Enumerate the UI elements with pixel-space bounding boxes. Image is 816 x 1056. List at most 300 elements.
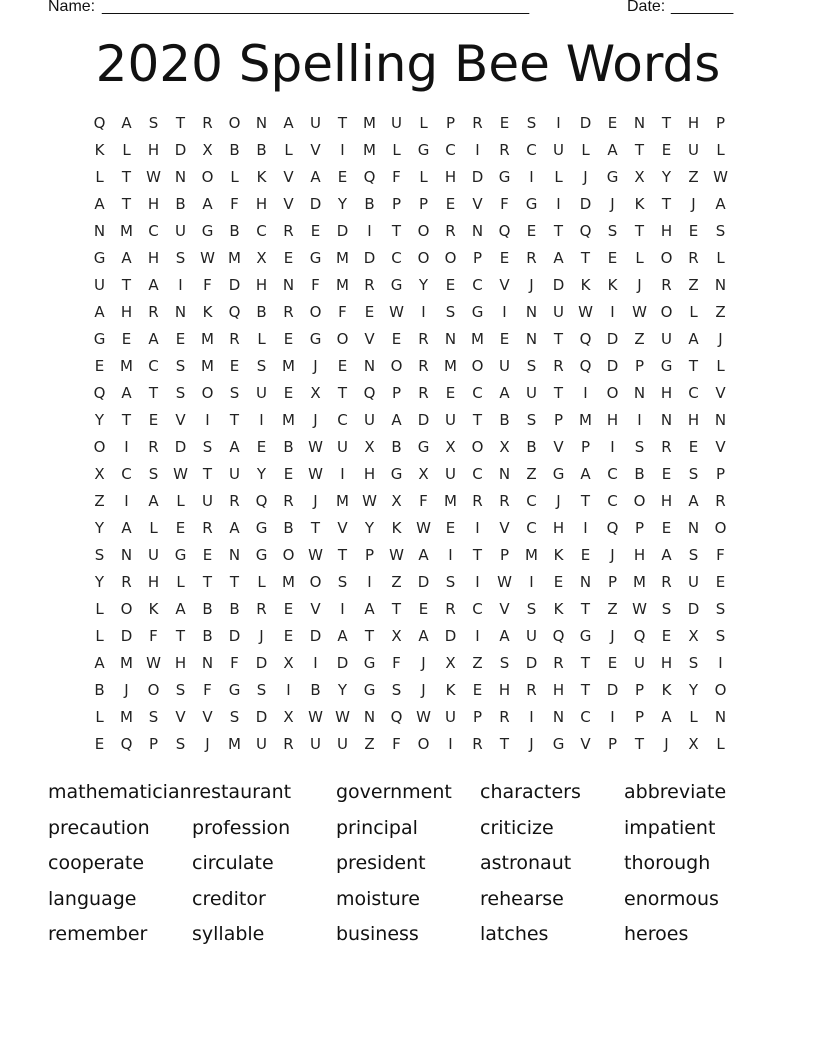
- grid-letter: T: [580, 492, 591, 510]
- grid-letter: N: [363, 357, 376, 375]
- grid-letter: A: [688, 330, 699, 348]
- word-list-item: principal: [336, 816, 418, 839]
- grid-letter: L: [689, 708, 698, 726]
- grid-letter: U: [391, 114, 402, 132]
- grid-letter: T: [580, 681, 591, 699]
- grid-letter: R: [553, 357, 564, 375]
- grid-letter: R: [148, 438, 159, 456]
- grid-letter: T: [121, 168, 132, 186]
- grid-letter: S: [175, 681, 186, 699]
- grid-letter: S: [715, 222, 726, 240]
- grid-letter: C: [391, 249, 402, 267]
- grid-letter: T: [580, 249, 591, 267]
- grid-letter: O: [606, 384, 619, 402]
- grid-letter: E: [364, 303, 375, 321]
- grid-letter: I: [313, 654, 318, 672]
- grid-letter: S: [256, 357, 267, 375]
- grid-letter: I: [529, 708, 534, 726]
- grid-letter: G: [93, 330, 106, 348]
- grid-letter: T: [391, 600, 402, 618]
- grid-letter: E: [283, 249, 294, 267]
- grid-letter: E: [175, 330, 186, 348]
- grid-letter: T: [229, 573, 240, 591]
- grid-letter: R: [445, 600, 456, 618]
- grid-letter: P: [553, 411, 564, 429]
- grid-letter: U: [256, 384, 267, 402]
- grid-letter: G: [93, 249, 106, 267]
- grid-letter: X: [310, 384, 321, 402]
- grid-letter: A: [148, 492, 159, 510]
- grid-letter: F: [392, 654, 401, 672]
- grid-letter: O: [201, 384, 214, 402]
- grid-letter: T: [661, 195, 672, 213]
- grid-letter: R: [553, 654, 564, 672]
- grid-letter: K: [553, 546, 564, 564]
- grid-letter: C: [526, 492, 537, 510]
- grid-letter: J: [421, 654, 426, 672]
- grid-letter: R: [364, 276, 375, 294]
- grid-letter: O: [660, 303, 673, 321]
- grid-letter: A: [499, 627, 510, 645]
- grid-letter: I: [475, 519, 480, 537]
- grid-letter: B: [391, 438, 402, 456]
- word-list-item: business: [336, 923, 419, 946]
- grid-letter: F: [392, 168, 401, 186]
- grid-letter: X: [256, 249, 267, 267]
- grid-letter: N: [687, 519, 700, 537]
- grid-letter: K: [634, 195, 645, 213]
- grid-letter: V: [580, 735, 591, 753]
- grid-letter: Y: [688, 681, 699, 699]
- grid-letter: R: [472, 735, 483, 753]
- grid-letter: C: [256, 222, 267, 240]
- grid-letter: R: [526, 249, 537, 267]
- grid-letter: P: [580, 438, 591, 456]
- grid-letter: M: [120, 357, 133, 375]
- grid-letter: I: [421, 303, 426, 321]
- grid-letter: Q: [363, 384, 376, 402]
- grid-letter: H: [120, 303, 133, 321]
- grid-letter: M: [336, 492, 349, 510]
- grid-letter: S: [175, 384, 186, 402]
- grid-letter: I: [205, 411, 210, 429]
- grid-letter: W: [416, 708, 431, 726]
- grid-letter: X: [499, 438, 510, 456]
- grid-letter: I: [340, 465, 345, 483]
- grid-letter: A: [310, 168, 321, 186]
- grid-letter: Y: [337, 681, 348, 699]
- date-line: _______: [671, 0, 734, 15]
- grid-letter: M: [282, 411, 295, 429]
- grid-letter: L: [689, 303, 698, 321]
- grid-letter: X: [688, 627, 699, 645]
- grid-letter: U: [634, 654, 645, 672]
- grid-letter: T: [580, 654, 591, 672]
- grid-letter: A: [229, 438, 240, 456]
- word-list-item: thorough: [624, 852, 711, 875]
- grid-letter: J: [556, 492, 561, 510]
- grid-letter: H: [147, 249, 160, 267]
- grid-letter: J: [421, 681, 426, 699]
- grid-letter: L: [635, 249, 644, 267]
- grid-letter: A: [688, 492, 699, 510]
- grid-letter: D: [687, 600, 700, 618]
- grid-letter: I: [340, 141, 345, 159]
- grid-letter: N: [93, 222, 106, 240]
- word-list-item: profession: [192, 816, 291, 839]
- grid-letter: K: [391, 519, 402, 537]
- grid-letter: D: [417, 411, 430, 429]
- grid-letter: V: [499, 276, 510, 294]
- grid-letter: N: [228, 546, 241, 564]
- grid-letter: Q: [552, 627, 565, 645]
- grid-letter: E: [499, 249, 510, 267]
- grid-letter: N: [201, 654, 214, 672]
- grid-letter: E: [715, 573, 726, 591]
- grid-letter: Z: [715, 303, 726, 321]
- grid-letter: D: [309, 195, 322, 213]
- grid-letter: M: [579, 411, 592, 429]
- grid-letter: U: [256, 735, 267, 753]
- grid-letter: J: [205, 735, 210, 753]
- grid-letter: L: [716, 357, 725, 375]
- grid-letter: U: [553, 141, 564, 159]
- grid-letter: U: [148, 546, 159, 564]
- grid-letter: R: [283, 303, 294, 321]
- grid-letter: C: [688, 384, 699, 402]
- grid-letter: N: [525, 303, 538, 321]
- grid-letter: N: [174, 303, 187, 321]
- grid-letter: W: [173, 465, 188, 483]
- grid-letter: T: [310, 519, 321, 537]
- grid-letter: A: [661, 708, 672, 726]
- grid-letter: E: [229, 357, 240, 375]
- grid-letter: H: [687, 411, 700, 429]
- grid-letter: A: [121, 384, 132, 402]
- grid-letter: O: [417, 222, 430, 240]
- grid-letter: U: [445, 708, 456, 726]
- grid-letter: D: [525, 654, 538, 672]
- grid-letter: C: [472, 600, 483, 618]
- grid-letter: U: [337, 438, 348, 456]
- grid-letter: T: [661, 114, 672, 132]
- grid-letter: A: [607, 141, 618, 159]
- grid-letter: U: [310, 114, 321, 132]
- grid-letter: G: [309, 249, 322, 267]
- grid-letter: A: [661, 546, 672, 564]
- grid-letter: L: [581, 141, 590, 159]
- word-list-item: criticize: [480, 816, 554, 839]
- grid-letter: G: [174, 546, 187, 564]
- grid-letter: V: [715, 438, 726, 456]
- grid-letter: A: [364, 600, 375, 618]
- grid-letter: O: [417, 735, 430, 753]
- grid-letter: S: [229, 708, 240, 726]
- grid-letter: Z: [364, 735, 375, 753]
- grid-letter: V: [175, 708, 186, 726]
- grid-letter: K: [445, 681, 456, 699]
- grid-letter: N: [552, 708, 565, 726]
- grid-letter: S: [661, 600, 672, 618]
- grid-letter: B: [310, 681, 321, 699]
- grid-letter: C: [337, 411, 348, 429]
- grid-letter: S: [148, 114, 159, 132]
- grid-letter: O: [390, 357, 403, 375]
- grid-letter: E: [499, 114, 510, 132]
- grid-letter: A: [94, 303, 105, 321]
- grid-letter: J: [718, 330, 723, 348]
- grid-letter: E: [283, 465, 294, 483]
- grid-letter: R: [256, 600, 267, 618]
- grid-letter: R: [229, 330, 240, 348]
- grid-letter: U: [94, 276, 105, 294]
- grid-letter: T: [391, 222, 402, 240]
- grid-letter: P: [364, 546, 375, 564]
- grid-letter: I: [583, 384, 588, 402]
- grid-letter: C: [526, 519, 537, 537]
- grid-letter: V: [310, 600, 321, 618]
- word-list-item: impatient: [624, 816, 716, 839]
- grid-letter: R: [229, 492, 240, 510]
- grid-letter: E: [445, 195, 456, 213]
- grid-letter: M: [282, 573, 295, 591]
- grid-letter: M: [201, 330, 214, 348]
- grid-letter: R: [283, 735, 294, 753]
- grid-letter: G: [606, 168, 619, 186]
- grid-letter: H: [255, 276, 268, 294]
- grid-letter: G: [579, 627, 592, 645]
- grid-letter: D: [228, 627, 241, 645]
- grid-letter: O: [417, 249, 430, 267]
- grid-letter: A: [499, 384, 510, 402]
- grid-letter: O: [444, 249, 457, 267]
- grid-letter: D: [228, 276, 241, 294]
- grid-letter: L: [95, 708, 104, 726]
- grid-letter: K: [148, 600, 159, 618]
- grid-letter: O: [309, 303, 322, 321]
- word-list-item: heroes: [624, 923, 689, 946]
- grid-letter: O: [633, 492, 646, 510]
- date-label: Date:: [627, 0, 666, 15]
- grid-letter: W: [308, 438, 323, 456]
- grid-letter: I: [502, 303, 507, 321]
- grid-letter: E: [607, 654, 618, 672]
- grid-letter: C: [148, 222, 159, 240]
- grid-letter: R: [472, 114, 483, 132]
- grid-letter: N: [633, 114, 646, 132]
- grid-letter: U: [445, 411, 456, 429]
- grid-letter: D: [417, 573, 430, 591]
- grid-letter: G: [417, 141, 430, 159]
- grid-letter: Q: [255, 492, 268, 510]
- grid-letter: H: [444, 168, 457, 186]
- grid-letter: T: [499, 735, 510, 753]
- grid-letter: S: [175, 357, 186, 375]
- grid-letter: D: [336, 654, 349, 672]
- grid-letter: Q: [363, 168, 376, 186]
- grid-letter: T: [337, 546, 348, 564]
- grid-letter: L: [392, 141, 401, 159]
- grid-letter: A: [148, 276, 159, 294]
- grid-letter: T: [634, 222, 645, 240]
- grid-letter: N: [714, 276, 727, 294]
- grid-letter: S: [337, 573, 348, 591]
- grid-letter: R: [526, 681, 537, 699]
- grid-letter: F: [203, 681, 212, 699]
- grid-letter: Y: [661, 168, 672, 186]
- grid-letter: Q: [579, 357, 592, 375]
- grid-letter: C: [472, 465, 483, 483]
- grid-letter: X: [202, 141, 213, 159]
- grid-letter: A: [418, 627, 429, 645]
- grid-letter: K: [202, 303, 213, 321]
- grid-letter: R: [202, 519, 213, 537]
- grid-letter: Y: [364, 519, 375, 537]
- grid-letter: U: [553, 303, 564, 321]
- grid-letter: K: [661, 681, 672, 699]
- grid-letter: E: [499, 330, 510, 348]
- grid-letter: S: [526, 357, 537, 375]
- grid-letter: T: [148, 384, 159, 402]
- grid-letter: L: [230, 168, 239, 186]
- grid-letter: D: [363, 249, 376, 267]
- grid-letter: L: [716, 249, 725, 267]
- grid-letter: R: [472, 492, 483, 510]
- grid-letter: W: [362, 492, 377, 510]
- grid-letter: G: [201, 222, 214, 240]
- grid-letter: D: [579, 114, 592, 132]
- grid-letter: T: [337, 384, 348, 402]
- grid-letter: E: [445, 276, 456, 294]
- grid-letter: H: [174, 654, 187, 672]
- grid-letter: Z: [391, 573, 402, 591]
- grid-letter: D: [120, 627, 133, 645]
- grid-letter: I: [286, 681, 291, 699]
- grid-letter: R: [499, 708, 510, 726]
- grid-letter: V: [202, 708, 213, 726]
- grid-letter: K: [580, 276, 591, 294]
- grid-letter: E: [148, 411, 159, 429]
- grid-letter: T: [337, 114, 348, 132]
- grid-letter: P: [472, 708, 483, 726]
- grid-letter: E: [553, 573, 564, 591]
- grid-letter: I: [556, 195, 561, 213]
- grid-letter: H: [363, 465, 376, 483]
- grid-letter: S: [445, 573, 456, 591]
- grid-letter: M: [633, 573, 646, 591]
- grid-letter: Z: [634, 330, 645, 348]
- grid-letter: L: [95, 627, 104, 645]
- grid-letter: V: [337, 519, 348, 537]
- word-list-item: creditor: [192, 887, 266, 910]
- grid-letter: H: [552, 681, 565, 699]
- grid-letter: M: [228, 735, 241, 753]
- word-list-item: astronaut: [480, 852, 572, 875]
- grid-letter: E: [661, 141, 672, 159]
- grid-letter: B: [634, 465, 645, 483]
- grid-letter: D: [336, 222, 349, 240]
- grid-letter: L: [257, 330, 266, 348]
- word-list-item: remember: [48, 923, 148, 946]
- grid-letter: E: [445, 384, 456, 402]
- grid-letter: W: [389, 303, 404, 321]
- grid-letter: N: [714, 411, 727, 429]
- grid-letter: T: [688, 357, 699, 375]
- grid-letter: A: [580, 465, 591, 483]
- grid-letter: J: [583, 168, 588, 186]
- grid-letter: Q: [633, 627, 646, 645]
- grid-letter: A: [94, 195, 105, 213]
- grid-letter: M: [282, 357, 295, 375]
- grid-letter: K: [256, 168, 267, 186]
- grid-letter: P: [634, 519, 645, 537]
- grid-letter: E: [94, 735, 105, 753]
- grid-letter: G: [471, 303, 484, 321]
- grid-letter: L: [716, 735, 725, 753]
- grid-letter: I: [529, 168, 534, 186]
- grid-letter: D: [444, 627, 457, 645]
- grid-letter: S: [256, 681, 267, 699]
- grid-letter: U: [310, 735, 321, 753]
- grid-letter: E: [418, 600, 429, 618]
- grid-letter: I: [718, 654, 723, 672]
- grid-letter: F: [203, 276, 212, 294]
- word-list-item: language: [48, 887, 137, 910]
- word-list-item: restaurant: [192, 781, 292, 803]
- grid-letter: E: [688, 222, 699, 240]
- grid-letter: E: [445, 519, 456, 537]
- grid-letter: X: [94, 465, 105, 483]
- grid-letter: K: [607, 276, 618, 294]
- grid-letter: T: [202, 465, 213, 483]
- grid-letter: X: [445, 438, 456, 456]
- grid-letter: O: [147, 681, 160, 699]
- grid-letter: C: [607, 492, 618, 510]
- grid-letter: Q: [93, 114, 106, 132]
- word-list-item: enormous: [624, 887, 719, 910]
- grid-letter: S: [148, 465, 159, 483]
- grid-letter: I: [556, 114, 561, 132]
- grid-letter: P: [634, 681, 645, 699]
- grid-letter: L: [257, 573, 266, 591]
- grid-letter: C: [472, 276, 483, 294]
- grid-letter: P: [418, 195, 429, 213]
- grid-letter: E: [175, 519, 186, 537]
- grid-letter: G: [417, 438, 430, 456]
- grid-letter: I: [610, 303, 615, 321]
- grid-letter: Q: [93, 384, 106, 402]
- grid-letter: T: [229, 411, 240, 429]
- grid-letter: H: [498, 681, 511, 699]
- grid-letter: O: [714, 519, 727, 537]
- grid-letter: A: [391, 411, 402, 429]
- grid-letter: D: [552, 276, 565, 294]
- grid-letter: H: [552, 519, 565, 537]
- grid-letter: B: [175, 195, 186, 213]
- grid-letter: T: [175, 114, 186, 132]
- grid-letter: E: [283, 600, 294, 618]
- grid-letter: B: [499, 411, 510, 429]
- grid-letter: R: [148, 303, 159, 321]
- grid-letter: W: [389, 546, 404, 564]
- grid-letter: L: [284, 141, 293, 159]
- grid-letter: I: [259, 411, 264, 429]
- letter-grid: [86, 110, 734, 758]
- grid-letter: O: [201, 168, 214, 186]
- grid-letter: V: [472, 195, 483, 213]
- grid-letter: D: [309, 627, 322, 645]
- grid-letter: C: [148, 357, 159, 375]
